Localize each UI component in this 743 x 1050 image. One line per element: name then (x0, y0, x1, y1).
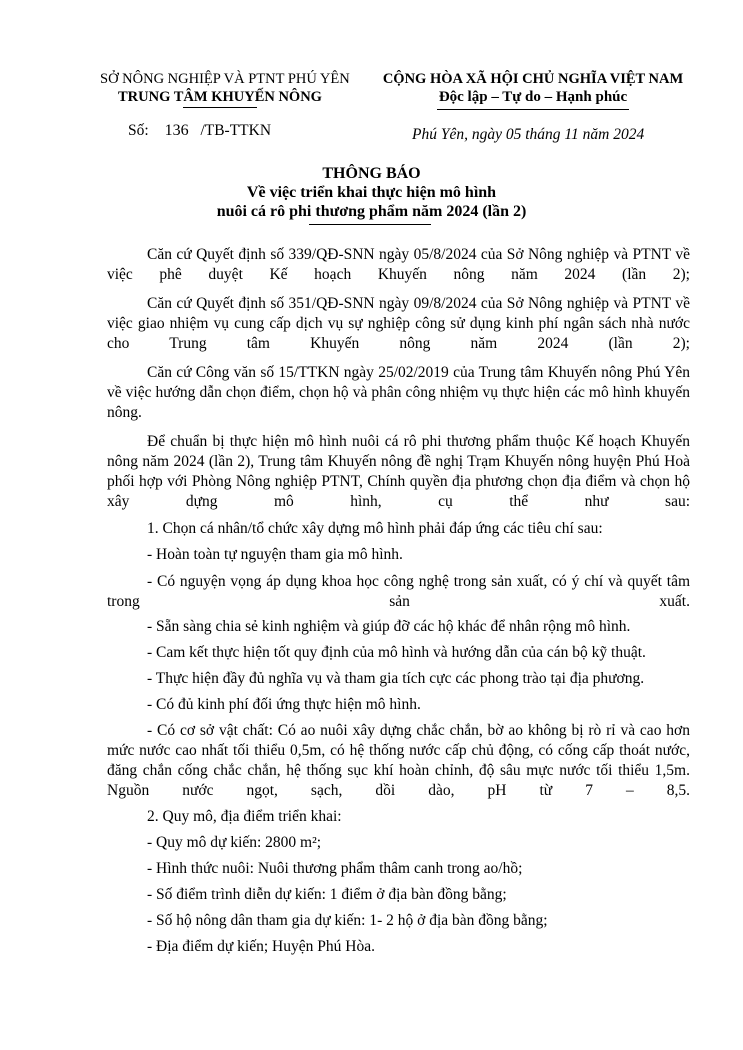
doc-subject-line1: Về việc triển khai thực hiện mô hình (246, 184, 497, 201)
section-1-heading: 1. Chọn cá nhân/tổ chức xây dựng mô hình phải đáp ứng các tiêu chí sau: (147, 520, 603, 537)
section-2-heading: 2. Quy mô, địa điểm triển khai: (147, 808, 342, 825)
paragraph-request: Để chuẩn bị thực hiện mô hình nuôi cá rô phi thương phẩm thuộc Kế hoạch Khuyến nông năm 2024 (lần 2), Trung tâm Khuyến nông đề nghị Trạm Khuyến nông huyện Phú Hoà phối hợp với Phòng Nông nghiệp PTNT, Chính quyền địa phương chọn địa điểm và chọn hộ xây dựng mô hình, cụ thể như sau: (107, 433, 690, 510)
scope-item: - Hình thức nuôi: Nuôi thương phẩm thâm canh trong ao/hồ; (147, 860, 523, 877)
country-name: CỘNG HÒA XÃ HỘI CHỦ NGHĨA VIỆT NAM (382, 71, 684, 87)
paragraph-legal-basis-1: Căn cứ Quyết định số 339/QĐ-SNN ngày 05/8/2024 của Sở Nông nghiệp và PTNT về việc phê duyệt Kế hoạch Khuyến nông năm 2024 (lần 2); (107, 246, 690, 283)
doc-subject-line2: nuôi cá rô phi thương phẩm năm 2024 (lần 2) (216, 203, 527, 220)
criterion-item: - Có cơ sở vật chất: Có ao nuôi xây dựng chắc chắn, bờ ao không bị rò rỉ và cao hơn mức nước cao nhất tối thiểu 0,5m, có hệ thống nước cấp chủ động, có cống cấp thoát nước, đăng chắn cống chắc chắn, hệ thống sục khí hoàn chỉnh, độ sâu mực nước tối thiểu 1,5m. Nguồn nước ngọt, sạch, dồi dào, pH từ 7 – 8,5. (107, 722, 690, 799)
doc-number: 136 (164, 122, 189, 139)
place-date: Phú Yên, ngày 05 tháng 11 năm 2024 (412, 126, 645, 143)
doc-type: THÔNG BÁO (322, 165, 421, 182)
paragraph-legal-basis-3: Căn cứ Công văn số 15/TTKN ngày 25/02/2019 của Trung tâm Khuyến nông Phú Yên về việc hướng dẫn chọn điểm, chọn hộ và phân công nhiệm vụ thực hiện các mô hình khuyến nông. (107, 364, 690, 421)
criterion-item: - Sẵn sàng chia sẻ kinh nghiệm và giúp đỡ các hộ khác để nhân rộng mô hình. (147, 618, 631, 635)
motto: Độc lập – Tự do – Hạnh phúc (438, 89, 628, 105)
agency-underline (183, 107, 257, 108)
criterion-item: - Thực hiện đầy đủ nghĩa vụ và tham gia tích cực các phong trào tại địa phương. (147, 670, 645, 687)
doc-number-label: Số: (128, 122, 149, 139)
motto-underline (437, 109, 629, 110)
paragraph-legal-basis-2: Căn cứ Quyết định số 351/QĐ-SNN ngày 09/8/2024 của Sở Nông nghiệp và PTNT về việc giao nhiệm vụ cung cấp dịch vụ sự nghiệp công sử dụng kinh phí ngân sách nhà nước cho Trung tâm Khuyến nông năm 2024 (lần 2); (107, 295, 690, 352)
title-underline (309, 224, 431, 225)
criterion-item: - Có đủ kinh phí đối ứng thực hiện mô hình. (147, 696, 421, 713)
agency-name: TRUNG TÂM KHUYẾN NÔNG (118, 89, 322, 105)
doc-number-line (128, 122, 271, 140)
agency-parent: SỞ NÔNG NGHIỆP VÀ PTNT PHÚ YÊN (100, 71, 350, 87)
scope-item: - Số hộ nông dân tham gia dự kiến: 1- 2 hộ ở địa bàn đồng bằng; (147, 912, 548, 929)
doc-code: /TB-TTKN (200, 122, 272, 139)
scope-item: - Địa điểm dự kiến; Huyện Phú Hòa. (147, 938, 375, 955)
criterion-item: - Cam kết thực hiện tốt quy định của mô hình và hướng dẫn của cán bộ kỹ thuật. (147, 644, 646, 661)
criterion-item: - Có nguyện vọng áp dụng khoa học công nghệ trong sản xuất, có ý chí và quyết tâm trong sản xuất. (107, 573, 690, 610)
scope-item: - Quy mô dự kiến: 2800 m²; (147, 834, 322, 851)
criterion-item: - Hoàn toàn tự nguyện tham gia mô hình. (147, 546, 403, 563)
scope-item: - Số điểm trình diễn dự kiến: 1 điểm ở địa bàn đồng bằng; (147, 886, 507, 903)
